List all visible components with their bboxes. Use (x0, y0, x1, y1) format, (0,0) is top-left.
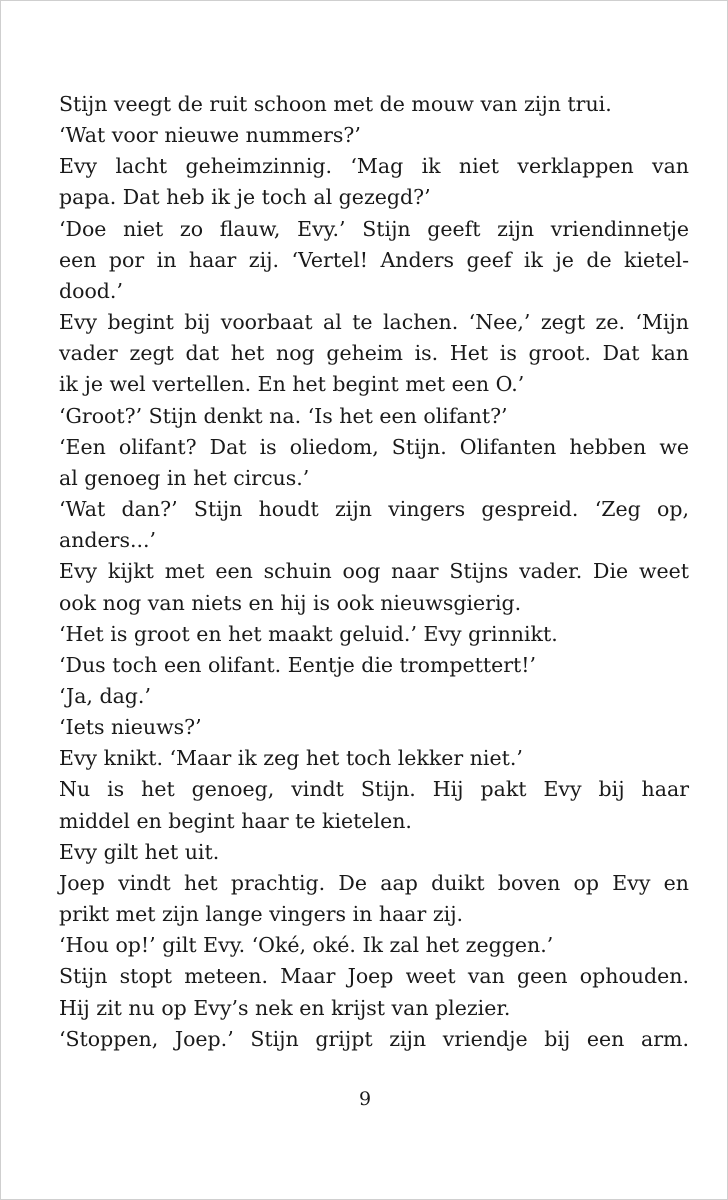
text-line: papa. Dat heb ik je toch al gezegd?’ (59, 185, 431, 210)
text-line: ‘Ja, dag.’ (59, 683, 151, 708)
text-line: prikt met zijn lange vingers in haar zij. (59, 902, 464, 927)
text-line: vader zegt dat het nog geheim is. Het is groot. Dat kan (59, 341, 689, 366)
text-line: Stijn stopt meteen. Maar Joep weet van geen ophouden. (59, 964, 689, 989)
text-line: Evy kijkt met een schuin oog naar Stijns vader. Die weet (59, 559, 689, 584)
text-line: Joep vindt het prachtig. De aap duikt boven op Evy en (59, 870, 689, 895)
text-line: ‘Doe niet zo flauw, Evy.’ Stijn geeft zijn vriendinnetje (59, 216, 689, 241)
text-line: al genoeg in het circus.’ (59, 465, 310, 490)
body-text (59, 89, 689, 1055)
page-number: 9 (358, 1088, 372, 1110)
text-line: ‘Het is groot en het maakt geluid.’ Evy grinnikt. (59, 621, 558, 646)
text-line: ‘Hou op!’ gilt Evy. ‘Oké, oké. Ik zal het zeggen.’ (59, 933, 554, 958)
text-line: Evy gilt het uit. (59, 839, 220, 864)
text-line: Evy knikt. ‘Maar ik zeg het toch lekker niet.’ (59, 746, 523, 771)
text-line: ik je wel vertellen. En het begint met een O.’ (59, 372, 525, 397)
text-line: anders...’ (59, 528, 157, 553)
text-line: ‘Een olifant? Dat is oliedom, Stijn. Olifanten hebben we (59, 434, 689, 459)
text-line: ‘Wat dan?’ Stijn houdt zijn vingers gespreid. ‘Zeg op, (59, 497, 689, 522)
text-line: een por in haar zij. ‘Vertel! Anders geef ik je de kietel- (59, 247, 689, 272)
text-line: ‘Wat voor nieuwe nummers?’ (59, 123, 361, 148)
text-line: ‘Stoppen, Joep.’ Stijn grijpt zijn vriendje bij een arm. (59, 1026, 689, 1051)
text-line: ook nog van niets en hij is ook nieuwsgierig. (59, 590, 522, 615)
text-line: ‘Iets nieuws?’ (59, 715, 202, 740)
text-line: middel en begint haar te kietelen. (59, 808, 412, 833)
text-line: Evy lacht geheimzinnig. ‘Mag ik niet verklappen van (59, 154, 689, 179)
text-line: dood.’ (59, 278, 123, 303)
text-line: ‘Dus toch een olifant. Eentje die trompettert!’ (59, 652, 537, 677)
text-line: Evy begint bij voorbaat al te lachen. ‘Nee,’ zegt ze. ‘Mijn (59, 310, 689, 335)
text-line: Nu is het genoeg, vindt Stijn. Hij pakt Evy bij haar (59, 777, 689, 802)
text-line: Stijn veegt de ruit schoon met de mouw van zijn trui. (59, 92, 612, 116)
text-line: Hij zit nu op Evy’s nek en krijst van plezier. (59, 995, 511, 1020)
text-line: ‘Groot?’ Stijn denkt na. ‘Is het een olifant?’ (59, 403, 508, 428)
